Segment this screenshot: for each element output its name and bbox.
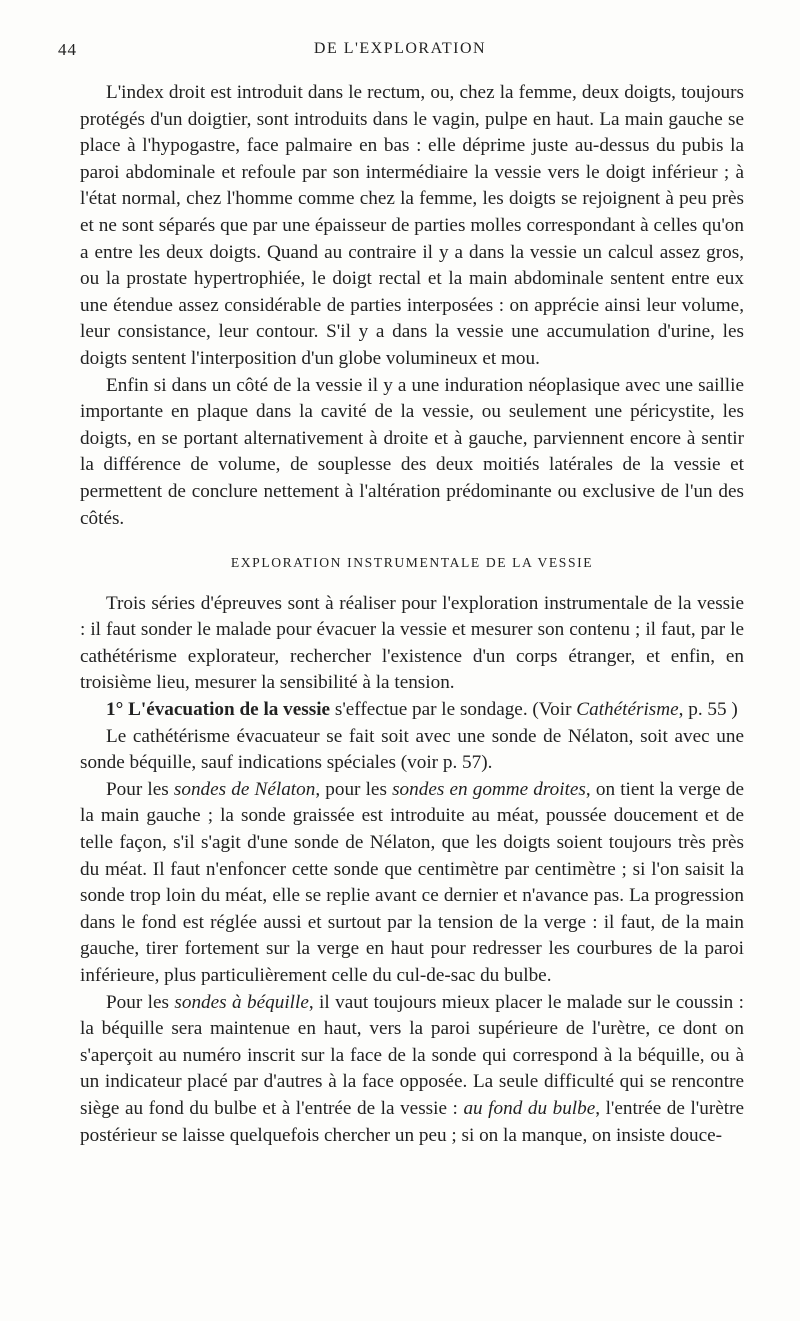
text-run: Pour les — [106, 778, 174, 800]
bequille-probes-term: sondes à béquille — [174, 991, 309, 1013]
nelaton-probes-term: sondes de Nélaton — [173, 778, 316, 800]
page-number: 44 — [58, 40, 77, 59]
text-run: , pour les — [315, 778, 393, 800]
catheterism-reference: Cathétérisme — [576, 699, 679, 721]
paragraph-bequille-probes — [80, 990, 744, 1150]
body-text — [80, 80, 744, 1149]
evacuation-page-ref: , p. 55 ) — [678, 699, 738, 721]
section-title: EXPLORATION INSTRUMENTALE DE LA VESSIE — [230, 555, 594, 571]
text-run: , on tient la verge de la main gauche ; la sonde graissée est introduite au méat, poussée doucement et de telle façon, s'il s'agit d'une sonde de Nélaton, que les doigts soient toujours très près du méat. Il faut n'enfoncer cette sonde que centimètre par centimètre ; si l'on saisit la sonde trop loin du méat, elle se replie avant ce dernier et n'avance pas. La progression dans le fond est réglée aussi et surtout par la tension de la verge : il faut, de la main gauche, tirer fortement sur la verge en haut pour redresser les courbures de la paroi inférieure, plus particulièrement celle du cul-de-sac du bulbe. — [80, 778, 745, 986]
straight-rubber-probes-term: sondes en gomme droites — [392, 778, 586, 800]
running-title: DE L'EXPLORATION — [313, 40, 487, 57]
paragraph-nelaton-probes — [80, 777, 744, 990]
paragraph-induration: Enfin si dans un côté de la vessie il y a une induration néoplasique avec une saillie importante en plaque dans la cavité de la vessie, ou seulement une péricystite, les doigts, en se portant alternativement à droite et à gauche, parviennent encore à sentir la différence de volume, de souplesse des deux moitiés latérales de la vessie et permettent de conclure nettement à l'altération prédominante ou exclusive de l'un des côtés. — [80, 374, 744, 529]
paragraph-bimanual-exam: L'index droit est introduit dans le rectum, ou, chez la femme, deux doigts, toujours protégés d'un doigtier, sont introduits dans le vagin, pulpe en haut. La main gauche se place à l'hypogastre, face palmaire en bas : elle déprime juste au-dessus du pubis la paroi abdominale et refoule par son intermédiaire la vessie vers le doigt inférieur ; à l'état normal, chez l'homme comme chez la femme, les doigts se rejoignent à peu près et ne sont séparés que par une épaisseur de parties molles correspondant à celles qu'on a entre les deux doigts. Quand au contraire il y a dans la vessie un calcul assez gros, ou la prostate hypertrophiée, le doigt rectal et la main abdominale sentent entre eux une étendue assez considérable de parties interposées : on apprécie ainsi leur volume, leur consistance, leur contour. S'il y a dans la vessie une accumulation d'urine, les doigts sentent l'interposition d'un globe volumineux et mou. — [80, 82, 744, 369]
page-header — [0, 40, 800, 64]
paragraph-three-series: Trois séries d'épreuves sont à réaliser pour l'exploration instrumentale de la vessie : il faut sonder le malade pour évacuer la vessie et mesurer son contenu ; il faut, par le cathétérisme explorateur, rechercher l'existence d'un corps étranger, et enfin, en troisième lieu, mesurer la sensibilité à la tension. — [80, 592, 744, 694]
text-run: Pour les — [106, 991, 175, 1013]
bulb-fundus-term: au fond du bulbe — [463, 1097, 596, 1119]
paragraph-evacuating-catheterism: Le cathétérisme évacuateur se fait soit avec une sonde de Nélaton, soit avec une sonde béquille, sauf indications spéciales (voir p. 57). — [80, 725, 744, 774]
paragraph-evacuation — [80, 697, 744, 724]
evacuation-heading: 1° L'évacuation de la vessie — [106, 699, 331, 721]
text-run: , il vaut toujours mieux placer le malade sur le coussin : la béquille sera maintenue en haut, vers la paroi supérieure de l'urètre, ce dont on s'aperçoit au numéro inscrit sur la face de la sonde qui correspond à la béquille, ou à un indicateur placé par d'autres à la face opposée. La seule difficulté qui se rencontre siège au fond du bulbe et à l'entrée de la vessie : — [80, 991, 744, 1119]
evacuation-text: s'effectue par le sondage. (Voir — [330, 699, 577, 721]
text-run: , l'entrée de l'urètre postérieur se laisse quelquefois chercher un peu ; si on la manque, on insiste douce- — [80, 1097, 744, 1146]
